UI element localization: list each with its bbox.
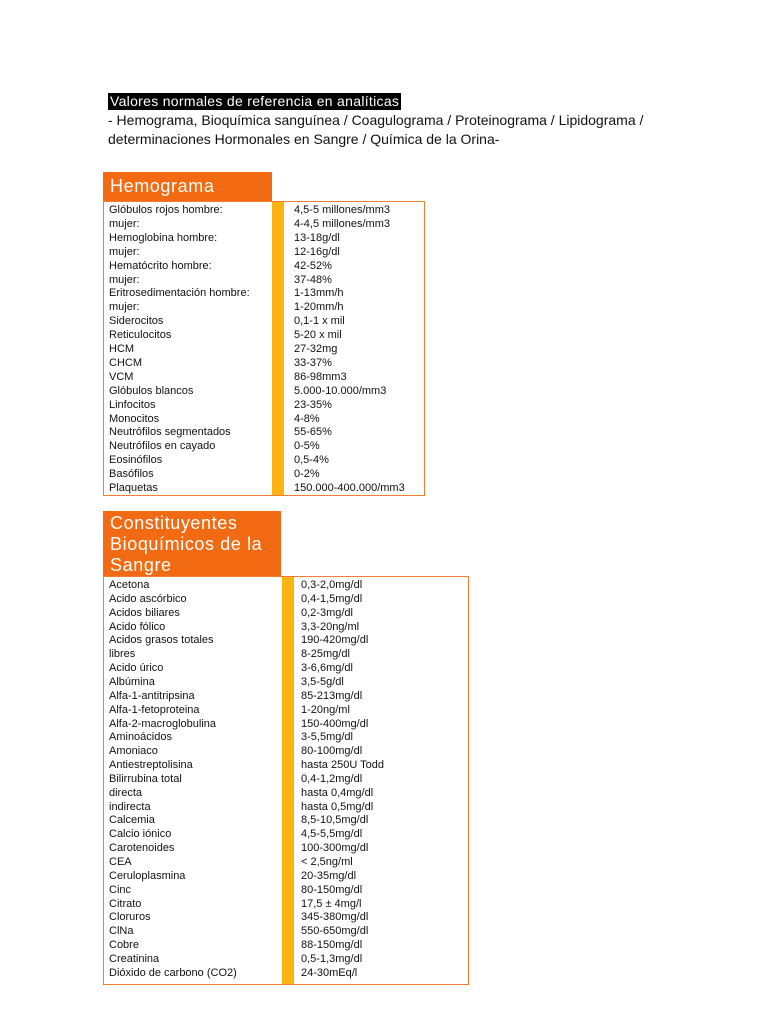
row-value: 4-8%	[294, 412, 320, 425]
table-divider-bar	[282, 577, 294, 984]
row-value: 0,2-3mg/dl	[301, 606, 353, 619]
row-label: Glóbulos rojos hombre:	[109, 204, 223, 216]
row-label: CHCM	[109, 356, 142, 369]
row-value: 150-400mg/dl	[301, 717, 369, 730]
row-label: Acido ascórbico	[109, 592, 187, 605]
row-value: 345-380mg/dl	[301, 911, 369, 924]
row-value: hasta 250U Todd	[301, 759, 384, 772]
section-header-hemograma	[103, 172, 272, 201]
row-value: 12-16g/dl	[294, 245, 340, 258]
row-value: 0-2%	[294, 468, 320, 481]
row-label: Plaquetas	[109, 482, 158, 494]
row-label: Aminoácidos	[109, 731, 172, 744]
row-value: 5-20 x mil	[294, 329, 342, 342]
row-value: 150.000-400.000/mm3	[294, 482, 405, 494]
row-value: 37-48%	[294, 273, 332, 286]
row-label: mujer:	[109, 301, 140, 314]
row-value: 27-32mg	[294, 343, 338, 355]
row-value: 80-100mg/dl	[301, 745, 363, 758]
row-label: Glóbulos blancos	[109, 384, 194, 397]
row-label: Cloruros	[109, 911, 151, 924]
row-label: libres	[109, 648, 136, 661]
row-value: 550-650mg/dl	[301, 925, 369, 938]
row-label: Ceruloplasmina	[109, 869, 186, 882]
hemograma-table	[103, 201, 425, 496]
row-label: indirecta	[109, 800, 151, 813]
row-label: Cinc	[109, 883, 132, 896]
row-value: 8,5-10,5mg/dl	[301, 814, 369, 827]
row-value: 4-4,5 millones/mm3	[294, 217, 390, 230]
row-value: 20-35mg/dl	[301, 869, 357, 882]
row-value: 1-20mm/h	[294, 301, 344, 314]
row-label: Reticulocitos	[109, 329, 172, 342]
row-label: Cobre	[109, 939, 139, 952]
row-value: hasta 0,4mg/dl	[301, 786, 374, 799]
row-label: Carotenoides	[109, 842, 175, 855]
row-label: Monocitos	[109, 412, 160, 425]
row-label: directa	[109, 786, 143, 799]
row-label: Basófilos	[109, 468, 154, 481]
row-label: Neutrófilos en cayado	[109, 440, 216, 453]
row-label: Dióxido de carbono (CO2)	[109, 966, 237, 979]
row-value: 33-37%	[294, 356, 332, 369]
row-label: Calcemia	[109, 814, 155, 827]
row-label: HCM	[109, 343, 135, 355]
row-value: 0,4-1,2mg/dl	[301, 772, 363, 785]
row-label: Bilirrubina total	[109, 772, 182, 785]
row-value: 55-65%	[294, 426, 332, 439]
row-value: 3-6,6mg/dl	[301, 662, 353, 675]
row-label: CEA	[109, 856, 132, 868]
bioquimica-table	[103, 576, 469, 985]
row-value: 85-213mg/dl	[301, 689, 363, 702]
row-label: Hemoglobina hombre:	[109, 231, 218, 244]
row-label: Hematócrito hombre:	[109, 259, 212, 272]
row-value: 3,3-20ng/ml	[301, 620, 360, 633]
row-label: Antiestreptolisina	[109, 759, 193, 772]
row-label: Albúmina	[109, 675, 155, 688]
row-label: Neutrófilos segmentados	[109, 426, 231, 439]
row-value: 88-150mg/dl	[301, 939, 363, 952]
row-value: 24-30mEq/l	[301, 966, 358, 979]
row-label: Amoniaco	[109, 745, 158, 758]
row-value: 1-13mm/h	[294, 287, 344, 300]
row-label: mujer:	[109, 217, 140, 230]
row-value: 100-300mg/dl	[301, 842, 369, 855]
row-value: 13-18g/dl	[294, 231, 340, 244]
row-label: Linfocitos	[109, 398, 156, 411]
row-value: 23-35%	[294, 398, 332, 411]
row-value: 0,4-1,5mg/dl	[301, 592, 363, 605]
row-value: 0-5%	[294, 440, 320, 453]
row-value: 8-25mg/dl	[301, 648, 350, 661]
row-label: Creatinina	[109, 952, 160, 965]
section-title-line: Constituyentes	[110, 513, 238, 533]
row-value: 0,5-4%	[294, 454, 329, 467]
row-label: Alfa-1-antitripsina	[109, 689, 195, 702]
section-header-bioquimica	[103, 511, 281, 577]
row-value: 5.000-10.000/mm3	[294, 384, 387, 397]
row-label: Alfa-1-fetoproteina	[109, 703, 200, 716]
row-label: Eosinófilos	[109, 454, 163, 467]
row-label: ClNa	[109, 925, 134, 938]
row-label: Acidos biliares	[109, 606, 180, 619]
document-title: Valores normales de referencia en analíticas	[110, 93, 400, 109]
row-value: hasta 0,5mg/dl	[301, 800, 374, 813]
row-label: mujer:	[109, 273, 140, 286]
row-value: 0,1-1 x mil	[294, 315, 345, 328]
row-value: 4,5-5,5mg/dl	[301, 828, 363, 841]
row-value: 17,5 ± 4mg/l	[301, 897, 362, 910]
row-label: mujer:	[109, 245, 140, 258]
row-value: 190-420mg/dl	[301, 634, 369, 647]
row-label: Acido fólico	[109, 620, 166, 633]
row-label: Siderocitos	[109, 315, 164, 328]
row-value: 80-150mg/dl	[301, 883, 363, 896]
row-value: < 2,5ng/ml	[301, 856, 353, 868]
row-label: Acidos grasos totales	[109, 634, 214, 647]
row-value: 4,5-5 millones/mm3	[294, 204, 390, 216]
document-subtitle: - Hemograma, Bioquímica sanguínea / Coagulograma / Proteinograma / Lipidograma / determinaciones Hormonales en Sangre / Química de la Orina-	[108, 112, 644, 147]
row-value: 86-98mm3	[294, 370, 347, 383]
section-title-hemograma: Hemograma	[110, 176, 215, 196]
row-value: 3,5-5g/dl	[301, 675, 344, 688]
row-label: Acetona	[109, 579, 150, 591]
row-label: VCM	[109, 370, 134, 383]
row-label: Calcio iónico	[109, 828, 172, 841]
row-value: 3-5,5mg/dl	[301, 731, 353, 744]
section-title-line: Bioquímicos de la	[110, 534, 263, 554]
row-value: 42-52%	[294, 259, 332, 272]
row-label: Eritrosedimentación hombre:	[109, 287, 250, 300]
row-label: Alfa-2-macroglobulina	[109, 717, 216, 730]
row-label: Citrato	[109, 897, 142, 910]
row-value: 0,5-1,3mg/dl	[301, 952, 363, 965]
section-title-line: Sangre	[110, 555, 172, 575]
row-value: 0,3-2,0mg/dl	[301, 579, 363, 591]
row-label: Acido úrico	[109, 662, 164, 675]
row-value: 1-20ng/ml	[301, 703, 350, 716]
table-divider-bar	[272, 202, 284, 495]
